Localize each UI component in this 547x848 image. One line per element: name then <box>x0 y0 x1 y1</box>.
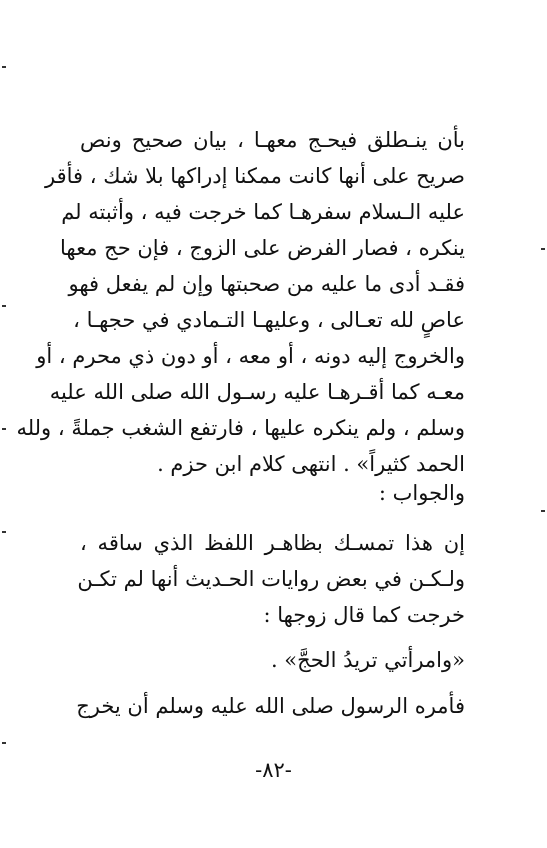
heading-text: والجواب : <box>378 481 465 505</box>
edge-mark <box>2 531 6 533</box>
text-line: إن هذا تمسـك بظاهـر اللفظ الذي ساقه ، <box>80 531 465 555</box>
text-line: وسلم ، ولم ينكره عليها ، فارتفع الشغب جملةً ، ولله <box>16 416 465 440</box>
text-line: ولـكـن في بعض روايات الحـديث أنها لم تكـن <box>77 567 465 591</box>
quote-text: «وامرأتي تريدُ الحجَّ» . <box>270 648 465 672</box>
paragraph-answer <box>77 525 465 633</box>
edge-mark <box>2 305 6 307</box>
edge-mark <box>541 248 545 250</box>
text-line: عليه الـسلام سفرهـا كما خرجت فيه ، وأثبته لم <box>61 200 465 224</box>
edge-mark <box>541 510 545 512</box>
quoted-hadith <box>80 642 465 678</box>
text-line: عاصٍ لله تعـالى ، وعليهـا التـمادي في حجهـا ، <box>73 308 465 332</box>
paragraph-quote-ibn-hazm <box>16 122 465 482</box>
text-line: بأن ينـطلق فيحـج معهـا ، بيان صحيح ونص <box>80 128 465 152</box>
text-line: صريح على أنها كانت ممكنا إدراكها بلا شك ، فأقر <box>45 164 465 188</box>
text-line: ينكره ، فصار الفرض على الزوج ، فإن حج معها <box>60 236 465 260</box>
edge-mark <box>2 428 6 430</box>
text-line: فأمره الرسول صلى الله عليه وسلم أن يخرج <box>76 694 465 718</box>
text-line: خرجت كما قال زوجها : <box>263 603 465 627</box>
edge-mark <box>2 742 6 744</box>
edge-mark <box>2 66 6 68</box>
paragraph-continuation <box>76 688 465 724</box>
text-line: والخروج إليه دونه ، أو معه ، أو دون ذي محرم ، أو <box>36 344 465 368</box>
section-heading <box>80 475 465 511</box>
text-line: فقـد أدى ما عليه من صحبتها وإن لم يفعل فهو <box>68 272 465 296</box>
text-line: معـه كما أقـرهـا عليه رسـول الله صلى الله عليه <box>49 380 465 404</box>
text-line: الحمد كثيراً» . انتهى كلام ابن حزم . <box>157 452 465 476</box>
page-number: -٨٢- <box>255 758 292 782</box>
